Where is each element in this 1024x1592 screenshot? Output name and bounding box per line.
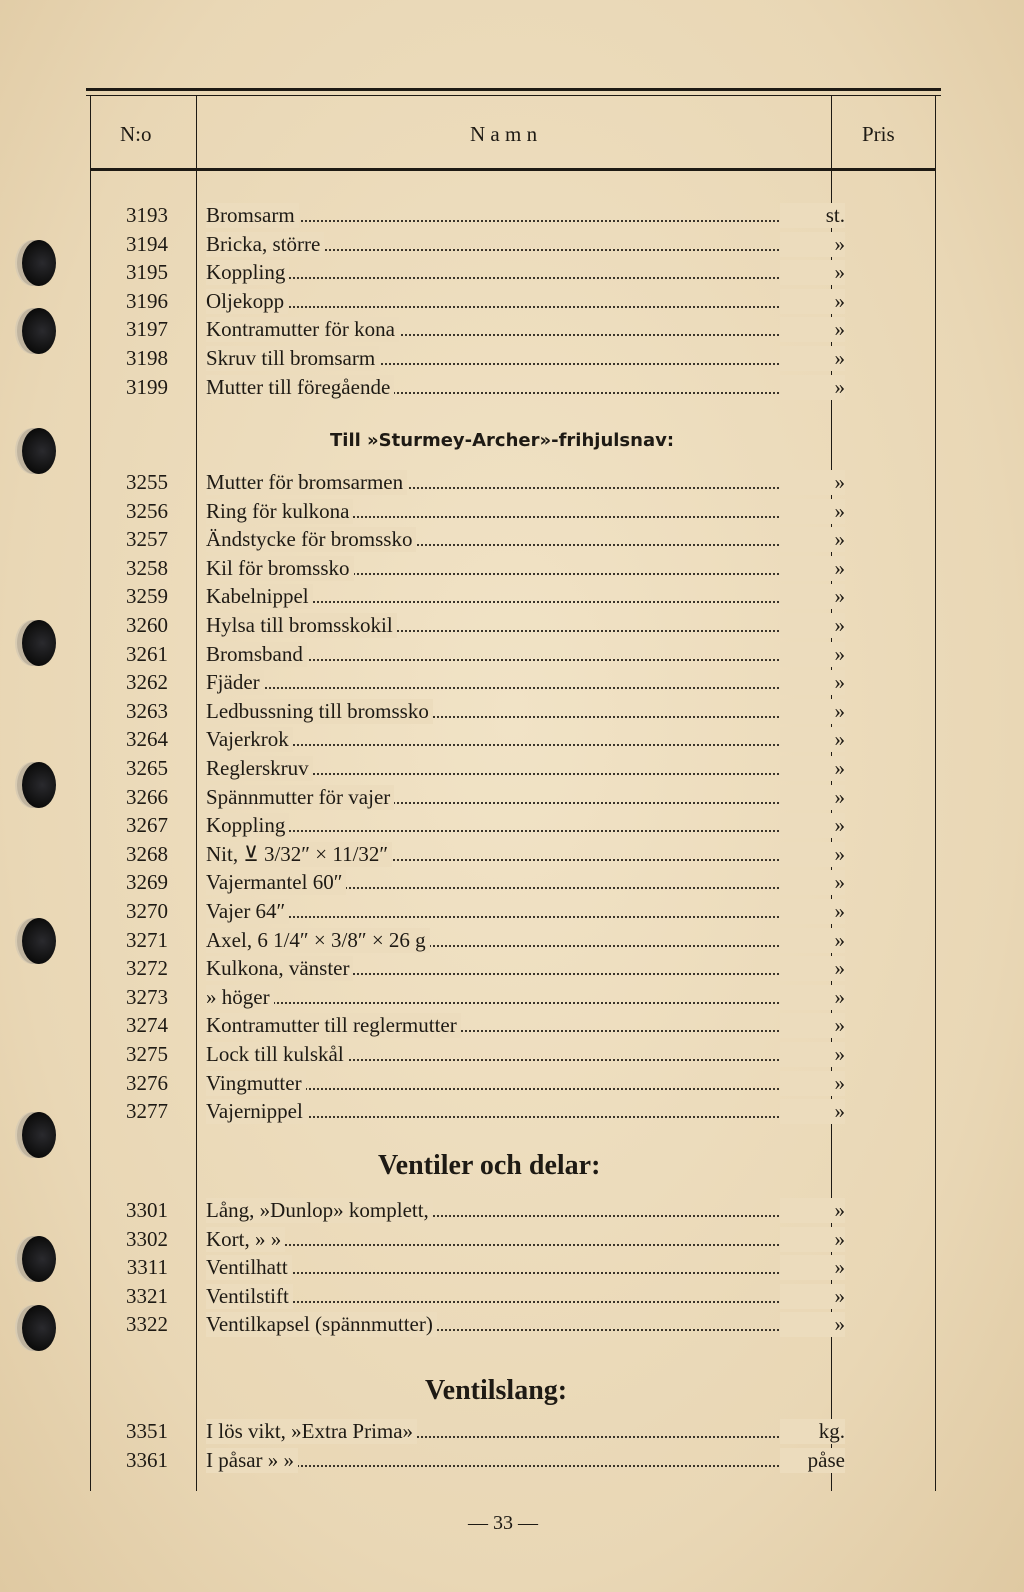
binder-hole <box>22 762 56 808</box>
table-row <box>90 260 845 288</box>
item-number: 3257 <box>126 527 168 552</box>
section-title-ventilslang: Ventilslang: <box>425 1375 568 1406</box>
item-unit: st. <box>780 203 845 228</box>
column-header-price: Pris <box>862 122 895 146</box>
item-number: 3258 <box>126 555 168 580</box>
table-row <box>90 1447 845 1476</box>
page-number: — 33 — <box>468 1512 538 1534</box>
binder-hole <box>22 620 56 666</box>
dot-leader <box>206 306 790 308</box>
item-number: 3277 <box>126 1099 168 1124</box>
item-unit: » <box>780 499 845 524</box>
table-row <box>90 1226 845 1255</box>
table-row <box>90 956 845 984</box>
item-unit: » <box>780 1099 845 1124</box>
item-unit: » <box>780 727 845 752</box>
table-row <box>90 727 845 755</box>
item-unit: » <box>780 375 845 400</box>
item-name: Ventilhatt <box>206 1255 292 1280</box>
item-unit: » <box>780 670 845 695</box>
item-name: Bromsband <box>206 642 307 667</box>
binder-hole <box>22 1305 56 1351</box>
table-row <box>90 498 845 527</box>
item-name: Kontramutter till reglermutter <box>206 1013 461 1038</box>
item-name: Oljekopp <box>206 289 288 314</box>
table-row <box>90 1013 845 1041</box>
item-name: Ventilstift <box>206 1284 293 1309</box>
item-unit: » <box>780 527 845 552</box>
item-name: Kil för bromssko <box>206 556 354 581</box>
item-name: Nit, ⊻ 3/32″ × 11/32″ <box>206 842 392 867</box>
item-unit: » <box>780 1312 845 1337</box>
item-unit: » <box>780 899 845 924</box>
item-name: Skruv till bromsarm <box>206 346 379 371</box>
binder-hole <box>22 308 56 354</box>
item-number: 3262 <box>126 670 168 695</box>
top-rule <box>86 88 941 91</box>
item-number: 3259 <box>126 584 168 609</box>
item-unit: » <box>780 756 845 781</box>
table-row <box>90 756 845 784</box>
item-number: 3272 <box>126 956 168 981</box>
item-unit: » <box>780 785 845 810</box>
item-unit: » <box>780 928 845 953</box>
table-row <box>90 346 845 374</box>
section-title-sturmey-archer: Till »Sturmey-Archer»-frihjulsnav: <box>330 430 675 451</box>
item-number: 3261 <box>126 641 168 666</box>
table-row <box>90 1255 845 1283</box>
binder-hole <box>22 240 56 286</box>
item-name: Mutter för bromsarmen <box>206 470 407 495</box>
item-name: Vajerkrok <box>206 727 293 752</box>
table-row <box>90 527 845 555</box>
item-name: Kulkona, vänster <box>206 956 353 981</box>
table-row <box>90 288 845 317</box>
table-row <box>90 1042 845 1070</box>
column-header-no: N:o <box>120 122 152 146</box>
table-row <box>90 870 845 898</box>
item-number: 3264 <box>126 727 168 752</box>
item-unit: » <box>780 1227 845 1252</box>
table-row <box>90 784 845 813</box>
table-row <box>90 231 845 260</box>
item-number: 3195 <box>126 260 168 285</box>
item-number: 3196 <box>126 288 168 313</box>
item-name: Kort, » » <box>206 1227 285 1252</box>
item-number: 3197 <box>126 317 168 342</box>
header-rule <box>90 168 936 171</box>
item-number: 3361 <box>126 1447 168 1472</box>
item-unit: » <box>780 613 845 638</box>
item-unit: » <box>780 556 845 581</box>
item-number: 3311 <box>126 1255 168 1280</box>
dot-leader <box>206 744 790 746</box>
dot-leader <box>206 1244 790 1246</box>
table-row <box>90 317 845 345</box>
item-name: Hylsa till bromsskokil <box>206 613 397 638</box>
item-name: Bricka, större <box>206 232 324 257</box>
item-unit: » <box>780 1013 845 1038</box>
item-unit: » <box>780 1198 845 1223</box>
outer-right-edge <box>935 96 936 1491</box>
item-number: 3198 <box>126 346 168 370</box>
item-unit: » <box>780 956 845 981</box>
item-name: Fjäder <box>206 670 264 695</box>
item-name: Spännmutter för vajer <box>206 785 394 810</box>
item-number: 3321 <box>126 1283 168 1308</box>
table-row <box>90 1283 845 1312</box>
table-row <box>90 670 845 698</box>
item-name: Kabelnippel <box>206 584 313 609</box>
item-number: 3275 <box>126 1042 168 1066</box>
item-number: 3263 <box>126 698 168 723</box>
item-name: Vajer 64″ <box>206 899 289 924</box>
binder-hole <box>22 428 56 474</box>
item-unit: » <box>780 260 845 285</box>
item-name: Reglerskruv <box>206 756 313 781</box>
item-unit: » <box>780 289 845 314</box>
dot-leader <box>206 916 790 918</box>
table-row <box>90 927 845 956</box>
item-number: 3302 <box>126 1226 168 1251</box>
item-unit: » <box>780 470 845 495</box>
table-row <box>90 374 845 403</box>
item-number: 3301 <box>126 1198 168 1222</box>
table-row <box>90 1070 845 1099</box>
section-title-ventiler: Ventiler och delar: <box>378 1150 601 1181</box>
binder-hole <box>22 1112 56 1158</box>
item-number: 3260 <box>126 613 168 637</box>
item-number: 3256 <box>126 498 168 523</box>
item-number: 3199 <box>126 374 168 399</box>
item-unit: » <box>780 317 845 342</box>
binder-hole <box>22 1236 56 1282</box>
binder-hole <box>22 918 56 964</box>
dot-leader <box>206 1002 790 1004</box>
item-number: 3322 <box>126 1312 168 1337</box>
item-name: » höger <box>206 985 274 1010</box>
dot-leader <box>206 1272 790 1274</box>
table-row <box>90 984 845 1013</box>
item-name: Vajermantel 60″ <box>206 870 346 895</box>
item-name: Ventilkapsel (spännmutter) <box>206 1312 437 1337</box>
item-name: Kontramutter för kona <box>206 317 399 342</box>
item-unit: » <box>780 813 845 838</box>
item-number: 3271 <box>126 927 168 952</box>
table-row <box>90 470 845 498</box>
item-number: 3268 <box>126 841 168 866</box>
item-unit: påse <box>780 1448 845 1473</box>
item-number: 3194 <box>126 231 168 256</box>
item-name: Koppling <box>206 813 289 838</box>
table-row <box>90 698 845 727</box>
item-name: Axel, 6 1/4″ × 3/8″ × 26 g <box>206 928 430 953</box>
item-unit: » <box>780 1071 845 1096</box>
item-name: Ring för kulkona <box>206 499 353 524</box>
item-unit: » <box>780 985 845 1010</box>
item-unit: » <box>780 842 845 867</box>
item-number: 3265 <box>126 756 168 780</box>
item-unit: » <box>780 870 845 895</box>
item-name: Bromsarm <box>206 203 299 228</box>
item-name: Ändstycke för bromssko <box>206 527 416 552</box>
table-row <box>90 641 845 670</box>
item-unit: » <box>780 584 845 609</box>
item-number: 3193 <box>126 203 168 227</box>
item-name: Lock till kulskål <box>206 1042 348 1067</box>
item-name: I lös vikt, »Extra Prima» <box>206 1419 417 1444</box>
item-unit: » <box>780 1255 845 1280</box>
table-row <box>90 899 845 927</box>
item-unit: kg. <box>780 1419 845 1444</box>
item-unit: » <box>780 1284 845 1309</box>
item-unit: » <box>780 232 845 257</box>
item-number: 3266 <box>126 784 168 809</box>
item-name: Lång, »Dunlop» komplett, <box>206 1198 433 1223</box>
table-row <box>90 584 845 612</box>
dot-leader <box>206 687 790 689</box>
item-name: Ledbussning till bromssko <box>206 699 433 724</box>
table-row <box>90 1198 845 1226</box>
dot-leader <box>206 830 790 832</box>
table-row <box>90 555 845 584</box>
item-name: Vajernippel <box>206 1099 307 1124</box>
table-row <box>90 813 845 841</box>
item-unit: » <box>780 1042 845 1067</box>
item-name: Mutter till föregående <box>206 375 394 400</box>
item-number: 3351 <box>126 1419 168 1443</box>
item-name: Koppling <box>206 260 289 285</box>
item-unit: » <box>780 699 845 724</box>
item-number: 3276 <box>126 1070 168 1095</box>
table-row <box>90 841 845 870</box>
table-row <box>90 1419 845 1447</box>
dot-leader <box>206 1301 790 1303</box>
item-unit: » <box>780 346 845 371</box>
item-number: 3269 <box>126 870 168 895</box>
item-number: 3267 <box>126 813 168 838</box>
item-number: 3273 <box>126 984 168 1009</box>
item-number: 3274 <box>126 1013 168 1038</box>
column-header-name: N a m n <box>470 122 538 146</box>
item-name: I påsar » » <box>206 1448 298 1473</box>
table-row <box>90 1099 845 1127</box>
table-row <box>90 1312 845 1340</box>
table-row <box>90 203 845 231</box>
item-number: 3255 <box>126 470 168 494</box>
top-rule-thin <box>86 95 941 96</box>
dot-leader <box>206 277 790 279</box>
table-row <box>90 613 845 641</box>
item-unit: » <box>780 642 845 667</box>
item-number: 3270 <box>126 899 168 923</box>
item-name: Vingmutter <box>206 1071 306 1096</box>
